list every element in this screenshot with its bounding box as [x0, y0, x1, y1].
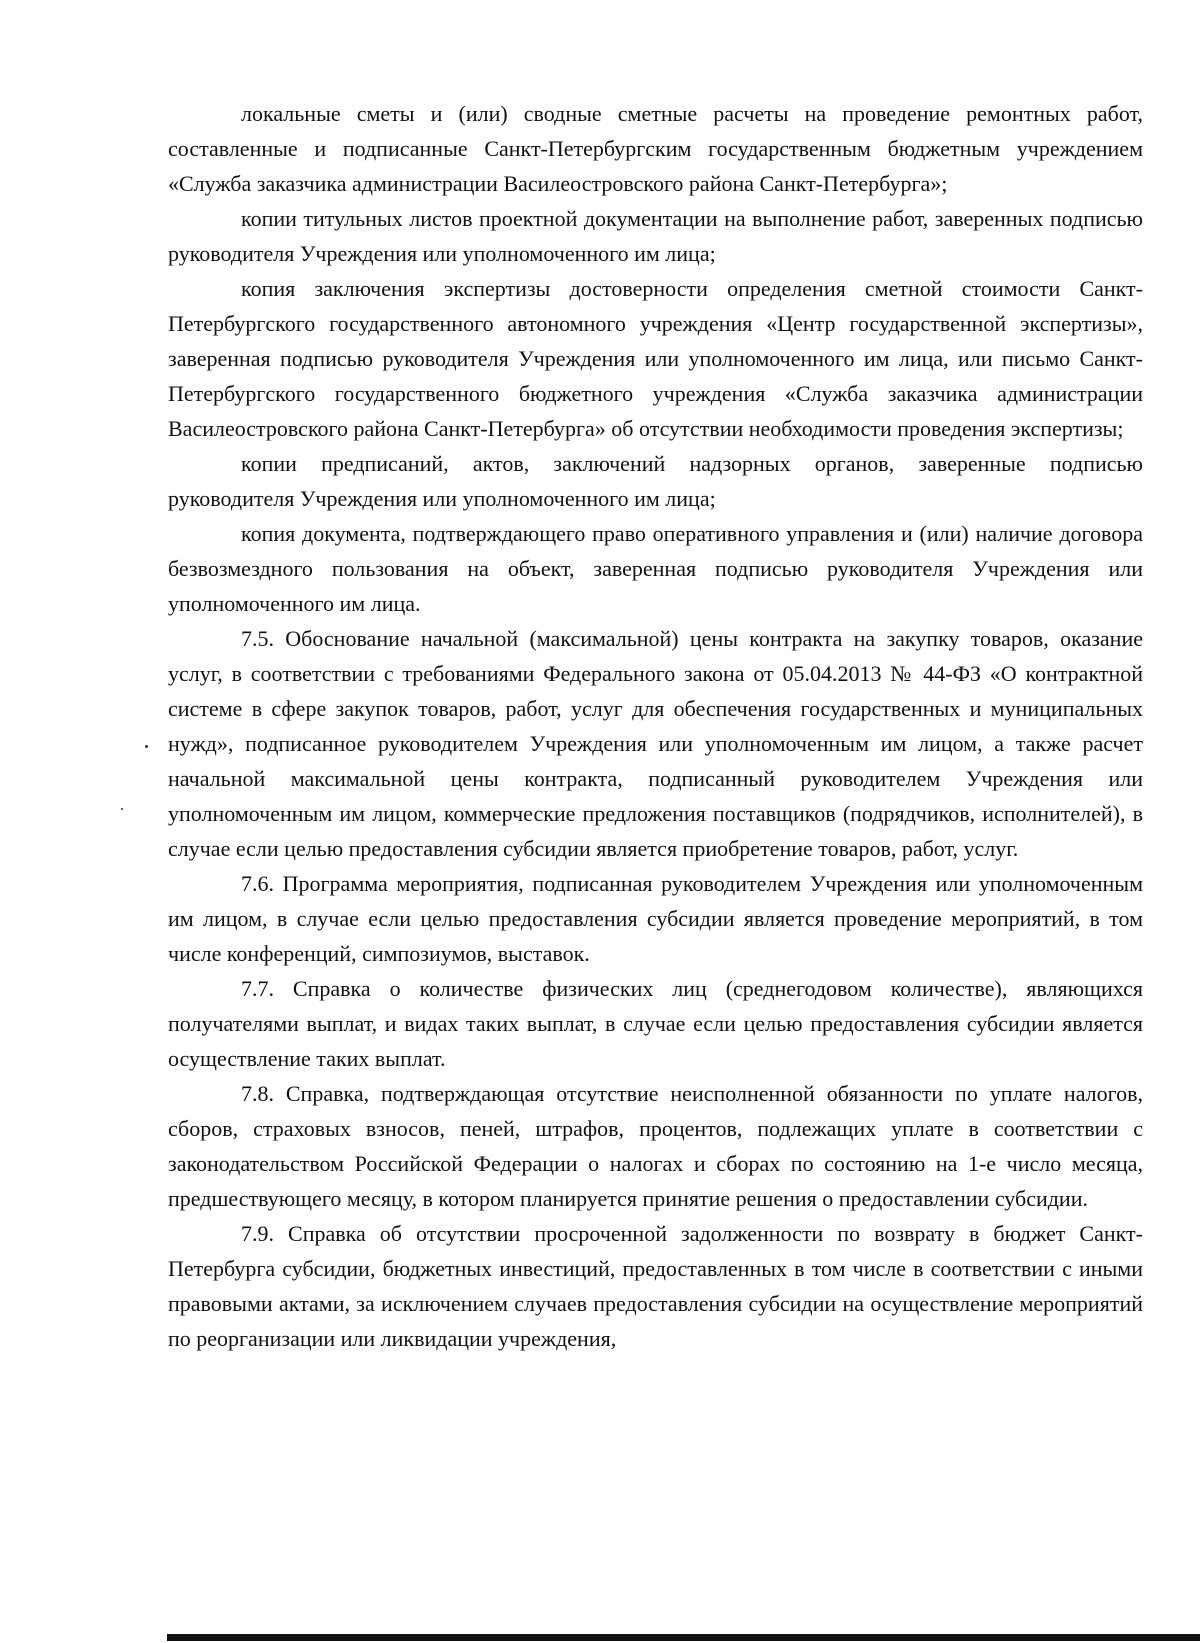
document-page [168, 96, 1143, 1356]
paragraph-supervisory-orders: копии предписаний, актов, заключений надзорных органов, заверенные подписью руководителя Учреждения или уполномоченного им лица; [168, 451, 1143, 511]
paragraph-7-7: 7.7. Справка о количестве физических лиц (среднегодовом количестве), являющихся получателями выплат, и видах таких выплат, в случае если целью предоставления субсидии является осуществление таких выплат. [168, 976, 1143, 1071]
scan-speck [145, 745, 148, 748]
paragraph-7-5: 7.5. Обоснование начальной (максимальной) цены контракта на закупку товаров, оказание услуг, в соответствии с требованиями Федерального закона от 05.04.2013 № 44-ФЗ «О контрактной системе в сфере закупок товаров, работ, услуг для обеспечения государственных и муниципальных нужд», подписанное руководителем Учреждения или уполномоченным им лицом, а также расчет начальной максимальной цены контракта, подписанный руководителем Учреждения или уполномоченным им лицом, коммерческие предложения поставщиков (подрядчиков, исполнителей), в случае если целью предоставления субсидии является приобретение товаров, работ, услуг. [168, 626, 1143, 861]
paragraph-title-sheets: копии титульных листов проектной документации на выполнение работ, заверенных подписью руководителя Учреждения или уполномоченного им лица; [168, 206, 1143, 266]
scan-speck [121, 808, 123, 810]
paragraph-7-9: 7.9. Справка об отсутствии просроченной задолженности по возврату в бюджет Санкт-Петербурга субсидии, бюджетных инвестиций, предоставленных в том числе в соответствии с иными правовыми актами, за исключением случаев предоставления субсидии на осуществление мероприятий по реорганизации или ликвидации учреждения, [168, 1221, 1143, 1351]
paragraph-7-8: 7.8. Справка, подтверждающая отсутствие неисполненной обязанности по уплате налогов, сборов, страховых взносов, пеней, штрафов, процентов, подлежащих уплате в соответствии с законодательством Российской Федерации о налогах и сборах по состоянию на 1-е число месяца, предшествующего месяцу, в котором планируется принятие решения о предоставлении субсидии. [168, 1081, 1143, 1211]
scan-bottom-edge [167, 1634, 1200, 1641]
paragraph-7-6: 7.6. Программа мероприятия, подписанная руководителем Учреждения или уполномоченным им лицом, в случае если целью предоставления субсидии является проведение мероприятий, в том числе конференций, симпозиумов, выставок. [168, 871, 1143, 966]
paragraph-local-estimates: локальные сметы и (или) сводные сметные расчеты на проведение ремонтных работ, составленные и подписанные Санкт-Петербургским государственным бюджетным учреждением «Служба заказчика администрации Василеостровского района Санкт-Петербурга»; [168, 101, 1143, 196]
paragraph-expertise-conclusion: копия заключения экспертизы достоверности определения сметной стоимости Санкт-Петербургского государственного автономного учреждения «Центр государственной экспертизы», заверенная подписью руководителя Учреждения или уполномоченного им лица, или письмо Санкт-Петербургского государственного бюджетного учреждения «Служба заказчика администрации Василеостровского района Санкт-Петербурга» об отсутствии необходимости проведения экспертизы; [168, 276, 1143, 441]
paragraph-operational-management: копия документа, подтверждающего право оперативного управления и (или) наличие договора безвозмездного пользования на объект, заверенная подписью руководителя Учреждения или уполномоченного им лица. [168, 521, 1143, 616]
